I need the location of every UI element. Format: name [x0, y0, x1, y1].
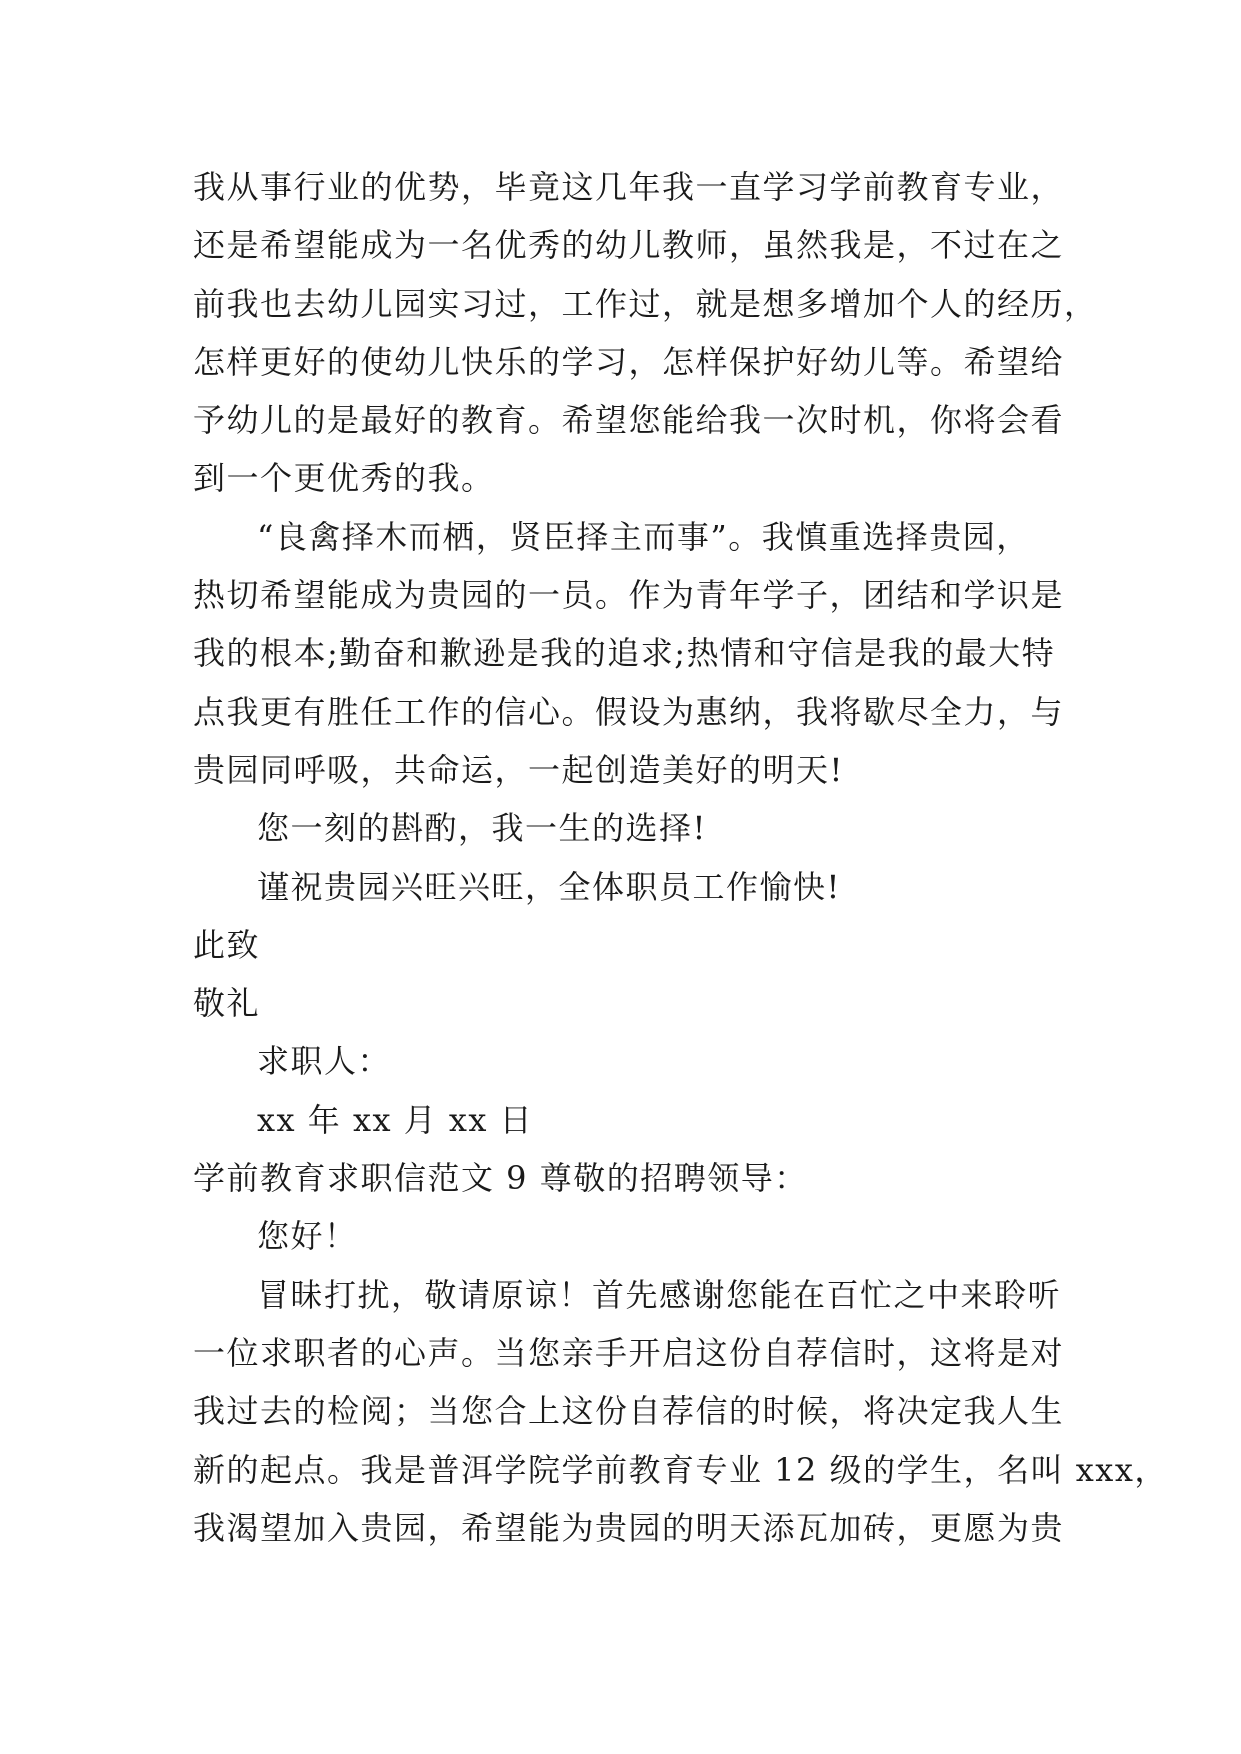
body-line: 贵园同呼吸，共命运，一起创造美好的明天!: [193, 750, 844, 789]
body-line: 您一刻的斟酌，我一生的选择!: [257, 809, 707, 848]
body-line: 冒昧打扰，敬请原谅！首先感谢您能在百忙之中来聆听: [257, 1275, 1062, 1314]
body-line: 还是希望能成为一名优秀的幼儿教师，虽然我是，不过在之: [193, 226, 1065, 265]
closing-regards: 敬礼: [193, 984, 261, 1023]
body-line: 我渴望加入贵园，希望能为贵园的明天添瓦加砖，更愿为贵: [193, 1508, 1065, 1547]
document-body: [193, 158, 1168, 1557]
body-line: 一位求职者的心声。当您亲手开启这份自荐信时，这将是对: [193, 1333, 1065, 1372]
body-line: 点我更有胜任工作的信心。假设为惠纳，我将歇尽全力，与: [193, 692, 1065, 731]
section-heading: 学前教育求职信范文 9 尊敬的招聘领导：: [193, 1159, 808, 1198]
body-line: 热切希望能成为贵园的一员。作为青年学子，团结和学识是: [193, 576, 1065, 615]
body-line: 我从事行业的优势，毕竟这几年我一直学习学前教育专业，: [193, 168, 1065, 206]
closing-salutation: 此致: [193, 925, 261, 964]
body-line: “良禽择木而栖，贤臣择主而事”。我慎重选择贵园，: [257, 517, 1030, 556]
body-line: 谨祝贵园兴旺兴旺，全体职员工作愉快!: [257, 867, 841, 906]
body-line: 我的根本;勤奋和歉逊是我的追求;热情和守信是我的最大特: [193, 634, 1056, 673]
body-line: 新的起点。我是普洱学院学前教育专业 12 级的学生，名叫 xxx，: [193, 1450, 1168, 1489]
body-line: 我过去的检阅；当您合上这份自荐信的时候，将决定我人生: [193, 1392, 1065, 1431]
body-line: 予幼儿的是最好的教育。希望您能给我一次时机，你将会看: [193, 401, 1065, 440]
signature-date: xx 年 xx 月 xx 日: [257, 1100, 534, 1139]
body-line: 前我也去幼儿园实习过，工作过，就是想多增加个人的经历，: [193, 284, 1098, 323]
body-line: 到一个更优秀的我。: [193, 459, 495, 498]
signature-label: 求职人：: [257, 1042, 392, 1081]
body-line: 怎样更好的使幼儿快乐的学习，怎样保护好幼儿等。希望给: [193, 342, 1065, 381]
greeting: 您好！: [257, 1217, 358, 1256]
